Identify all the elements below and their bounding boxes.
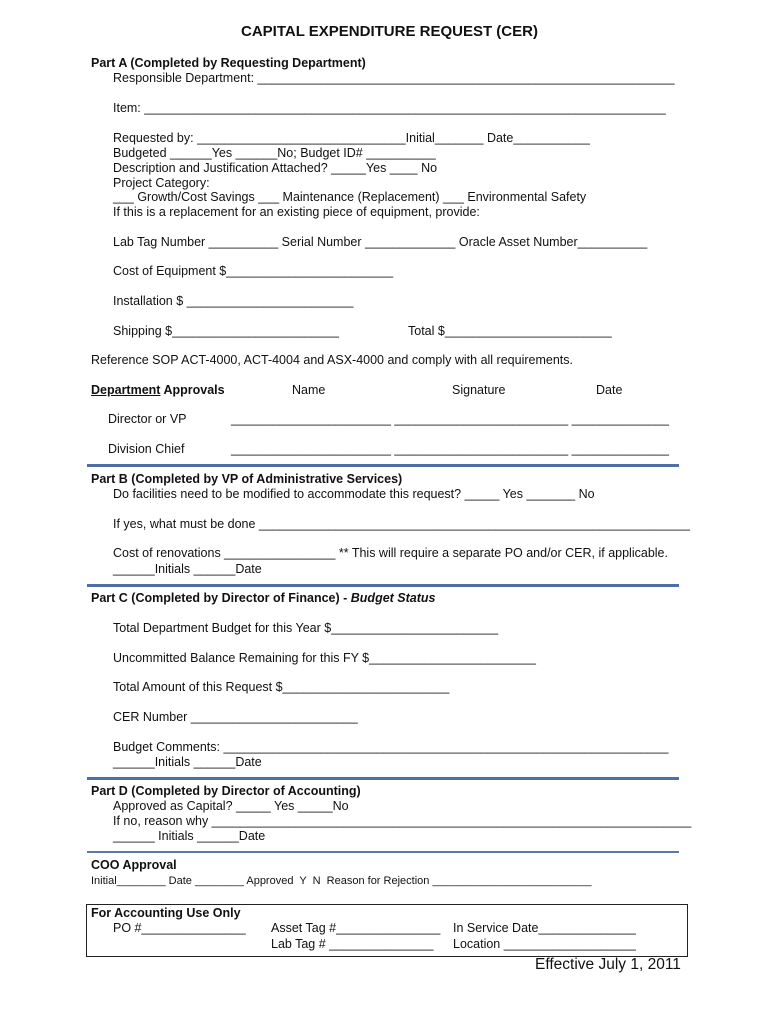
section-divider [87,464,679,467]
part-d-heading: Part D (Completed by Director of Accounting) [91,784,361,798]
effective-date: Effective July 1, 2011 [535,956,681,973]
approvals-col-name: Name [292,383,326,397]
accounting-use-heading: For Accounting Use Only [91,906,241,920]
part-a-heading: Part A (Completed by Requesting Department) [91,56,366,70]
budget-comments-field[interactable]: Budget Comments: ________________________________________________________________ [113,740,669,754]
project-category-options[interactable]: ___ Growth/Cost Savings ___ Maintenance (Replacement) ___ Environmental Safety [113,190,587,204]
total-department-budget-field[interactable]: Total Department Budget for this Year $________________________ [113,621,499,635]
director-vp-signature-line[interactable]: _______________________ _________________________ ______________ [231,412,669,426]
director-vp-label: Director or VP [108,412,187,426]
department-approvals-underlined: Department [91,383,161,397]
cer-number-field[interactable]: CER Number ________________________ [113,710,358,724]
shipping-field[interactable]: Shipping $________________________ [113,324,339,338]
installation-field[interactable]: Installation $ ________________________ [113,294,354,308]
reference-sop-note: Reference SOP ACT-4000, ACT-4004 and ASX-4000 and comply with all requirements. [91,353,573,367]
part-c-heading [91,591,436,605]
description-attached-field[interactable]: Description and Justification Attached? _____Yes ____ No [113,161,438,175]
project-category-label: Project Category: [113,176,210,190]
approved-as-capital-field[interactable]: Approved as Capital? _____ Yes _____No [113,799,349,813]
budgeted-field[interactable]: Budgeted ______Yes ______No; Budget ID# __________ [113,146,436,160]
cost-of-equipment-field[interactable]: Cost of Equipment $________________________ [113,264,394,278]
part-c-heading-text: Part C (Completed by Director of Finance) - [91,591,351,605]
total-amount-request-field[interactable]: Total Amount of this Request $________________________ [113,680,450,694]
section-divider [87,777,679,780]
part-c-initials-date-field[interactable]: ______Initials ______Date [113,755,262,769]
department-approvals-heading [91,383,225,397]
uncommitted-balance-field[interactable]: Uncommitted Balance Remaining for this FY $________________________ [113,651,536,665]
if-no-reason-field[interactable]: If no, reason why _____________________________________________________________________ [113,814,692,828]
in-service-date-field[interactable]: In Service Date______________ [453,921,636,935]
approvals-col-signature: Signature [452,383,506,397]
if-yes-field[interactable]: If yes, what must be done ______________________________________________________________ [113,517,690,531]
item-field[interactable]: Item: ___________________________________________________________________________ [113,101,666,115]
section-divider [87,851,679,853]
part-b-heading: Part B (Completed by VP of Administrative Services) [91,472,403,486]
responsible-department-field[interactable]: Responsible Department: ____________________________________________________________ [113,71,675,85]
coo-approval-heading: COO Approval [91,858,177,872]
lab-tag-serial-oracle-fields[interactable]: Lab Tag Number __________ Serial Number _____________ Oracle Asset Number__________ [113,235,648,249]
total-field[interactable]: Total $________________________ [408,324,612,338]
lab-tag-field[interactable]: Lab Tag # _______________ [271,937,434,951]
asset-tag-field[interactable]: Asset Tag #_______________ [271,921,441,935]
approvals-col-date: Date [596,383,623,397]
coo-approval-line[interactable]: Initial________ Date ________ Approved Y N Reason for Rejection __________________________ [91,875,592,887]
requested-by-field[interactable]: Requested by: ______________________________Initial_______ Date___________ [113,131,590,145]
budget-status-label: Budget Status [350,591,436,605]
division-chief-label: Division Chief [108,442,185,456]
division-chief-signature-line[interactable]: _______________________ _________________________ ______________ [231,442,669,456]
part-b-initials-date-field[interactable]: ______Initials ______Date [113,562,262,576]
po-number-field[interactable]: PO #_______________ [113,921,246,935]
replacement-note: If this is a replacement for an existing piece of equipment, provide: [113,205,480,219]
department-approvals-rest: Approvals [160,383,225,397]
part-d-initials-date-field[interactable]: ______ Initials ______Date [113,829,266,843]
section-divider [87,584,679,587]
facilities-modification-field[interactable]: Do facilities need to be modified to accommodate this request? _____ Yes _______ No [113,487,595,501]
location-field[interactable]: Location ___________________ [453,937,636,951]
page-title: CAPITAL EXPENDITURE REQUEST (CER) [241,23,538,40]
cost-of-renovations-field[interactable]: Cost of renovations ________________ ** This will require a separate PO and/or CER, if applicable. [113,546,668,560]
